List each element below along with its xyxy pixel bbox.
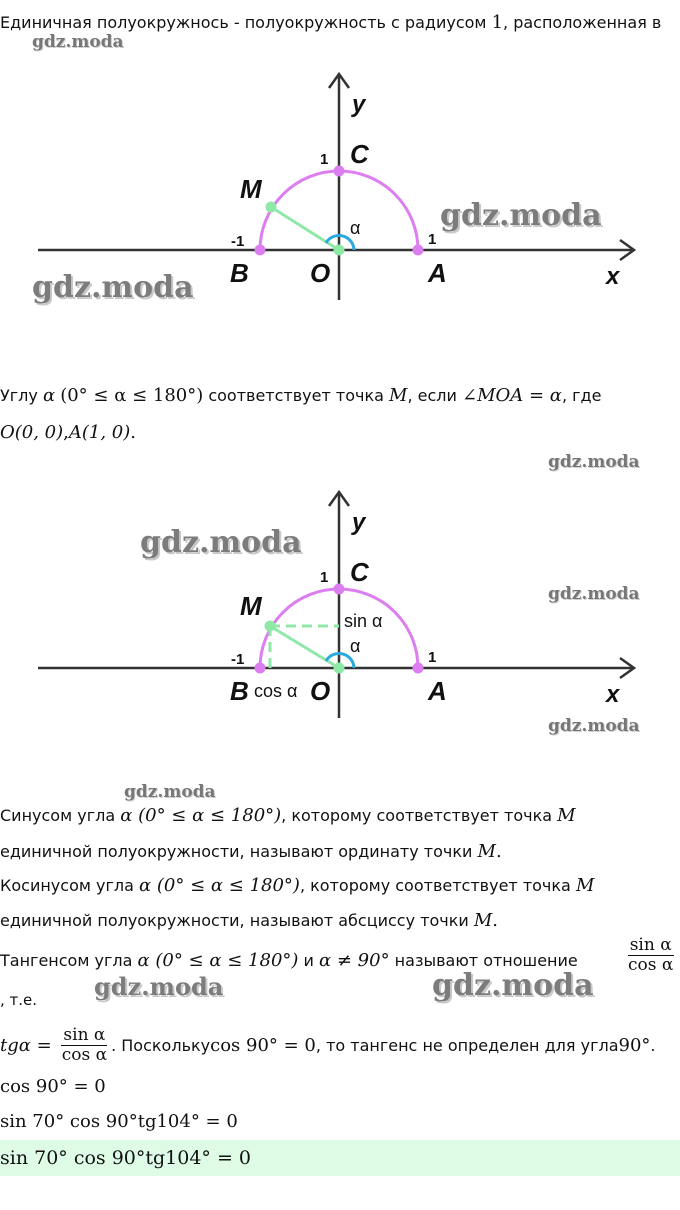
tangent-cond: α ≠ 90° (319, 950, 390, 971)
cosine-dot: . (492, 910, 499, 931)
tg-angle: 90° (618, 1034, 651, 1056)
x-axis-label: x (606, 681, 620, 708)
radius-om (271, 207, 339, 250)
tangent-text-1: Тангенсом угла (0, 951, 138, 970)
tick-minus-1: -1 (231, 651, 245, 668)
label-o: O (310, 676, 331, 706)
intro-part-1: Единичная полуокружнось - полуокружность с радиусом (0, 13, 492, 32)
cosine-text-2: , которому соответствует точка (299, 876, 576, 895)
sine-text-3: единичной полуокружности, называют ординату точки (0, 842, 478, 861)
label-o: O (310, 258, 331, 288)
product-line: sin 70° cos 90°tg104° = 0 (0, 1111, 238, 1132)
watermark: gdz.moda (432, 968, 594, 1003)
point-c-dot (334, 166, 345, 177)
cosine-point: M (575, 875, 595, 896)
label-m: M (240, 591, 262, 621)
sine-definition (0, 806, 576, 826)
watermark: gdz.moda (124, 782, 216, 802)
y-axis-label: y (352, 509, 366, 536)
para1-range: (0° ≤ α ≤ 180°) (60, 385, 204, 406)
para1-point: M (389, 385, 408, 406)
tangent-ie: , т.е. (0, 991, 38, 1009)
tick-1-x: 1 (428, 231, 437, 248)
tangent-frac-num: sin α (629, 935, 672, 955)
point-o-dot (334, 663, 345, 674)
label-m: M (240, 174, 262, 204)
y-axis-label: y (352, 91, 366, 118)
sine-text-1: Синусом угла (0, 806, 121, 825)
watermark: gdz.moda (548, 584, 640, 604)
point-o-dot (334, 245, 345, 256)
tangent-frac-den: cos α (628, 955, 674, 975)
tangent-text-3: называют отношение (389, 951, 578, 970)
label-c: C (350, 139, 369, 169)
coords-a: A(1, 0) (68, 422, 131, 443)
para1-text-1: Углу (0, 386, 43, 405)
cosine-text-1: Косинусом угла (0, 876, 140, 895)
watermark: gdz.moda (440, 198, 602, 233)
tick-minus-1: -1 (231, 233, 245, 250)
coords-dot: . (130, 422, 137, 443)
angle-label: α (350, 218, 361, 238)
angle-definition (0, 386, 601, 406)
para1-text-2: соответствует точка (203, 386, 390, 405)
cosine-definition-cont (0, 911, 498, 931)
watermark: gdz.moda (140, 525, 302, 560)
cosine-text-3: единичной полуокружности, называют абсциссу точки (0, 911, 474, 930)
angle-definition-coords (0, 423, 136, 443)
label-b: B (230, 258, 249, 288)
answer-highlight (0, 1140, 680, 1176)
sin-label: sin α (344, 611, 383, 631)
watermark: gdz.moda (548, 716, 640, 736)
tg-formula-line (0, 1026, 656, 1065)
tangent-expr: α (0° ≤ α ≤ 180°) (137, 950, 299, 971)
cosine-definition (0, 876, 594, 896)
sine-point-2: M (477, 841, 496, 862)
intro-part-2: , расположенная в (503, 13, 662, 32)
intro-text (0, 13, 661, 33)
tick-1-y: 1 (320, 151, 329, 168)
cosine-point-2: M (473, 910, 493, 931)
tg-frac-den: cos α (61, 1045, 108, 1065)
coords-comma: , (63, 422, 69, 443)
cosine-expr: α (0° ≤ α ≤ 180°) (139, 875, 300, 896)
cos-label: cos α (254, 681, 298, 701)
para1-text-4: , где (561, 386, 602, 405)
tg-fraction (60, 1026, 109, 1065)
tg-text-2: , то тангенс не определен для угла (315, 1035, 619, 1055)
para1-text-3: , если (407, 386, 462, 405)
watermark: gdz.moda (32, 270, 194, 305)
cos90-line: cos 90° = 0 (0, 1076, 106, 1097)
tangent-text-2: и (298, 951, 319, 970)
answer-line: sin 70° cos 90°tg104° = 0 (0, 1147, 252, 1169)
sine-dot: . (495, 841, 502, 862)
point-a-dot (413, 663, 424, 674)
tick-1-x: 1 (428, 649, 437, 666)
coords-o: O(0, 0) (0, 422, 64, 443)
para1-alpha: α (42, 385, 56, 406)
tangent-fraction (626, 936, 675, 975)
tg-text-1: . Поскольку (111, 1035, 211, 1055)
label-c: C (350, 557, 369, 587)
radius-om (270, 626, 339, 668)
sine-definition-cont (0, 842, 502, 862)
point-m-dot (265, 621, 276, 632)
sine-text-2: , которому соответствует точка (281, 806, 558, 825)
para1-angle-expr: ∠MOA = α (461, 385, 562, 406)
point-a-dot (413, 245, 424, 256)
label-b: B (230, 676, 249, 706)
watermark: gdz.moda (94, 972, 224, 1001)
sine-expr: α (0° ≤ α ≤ 180°) (120, 805, 282, 826)
label-a: A (428, 676, 447, 706)
tg-lhs: tgα = (0, 1034, 52, 1056)
watermark: gdz.moda (548, 452, 640, 472)
watermark: gdz.moda (32, 32, 124, 52)
tick-1-y: 1 (320, 569, 329, 586)
point-c-dot (334, 584, 345, 595)
point-b-dot (255, 663, 266, 674)
x-axis-label: x (606, 263, 620, 290)
tg-frac-num: sin α (63, 1025, 106, 1045)
angle-label: α (350, 636, 361, 656)
tg-dot: . (650, 1035, 656, 1055)
point-m-dot (266, 202, 277, 213)
sine-point: M (557, 805, 576, 826)
label-a: A (428, 258, 447, 288)
point-b-dot (255, 245, 266, 256)
tg-expr: cos 90° = 0 (210, 1034, 316, 1056)
intro-radius: 1 (491, 12, 504, 33)
